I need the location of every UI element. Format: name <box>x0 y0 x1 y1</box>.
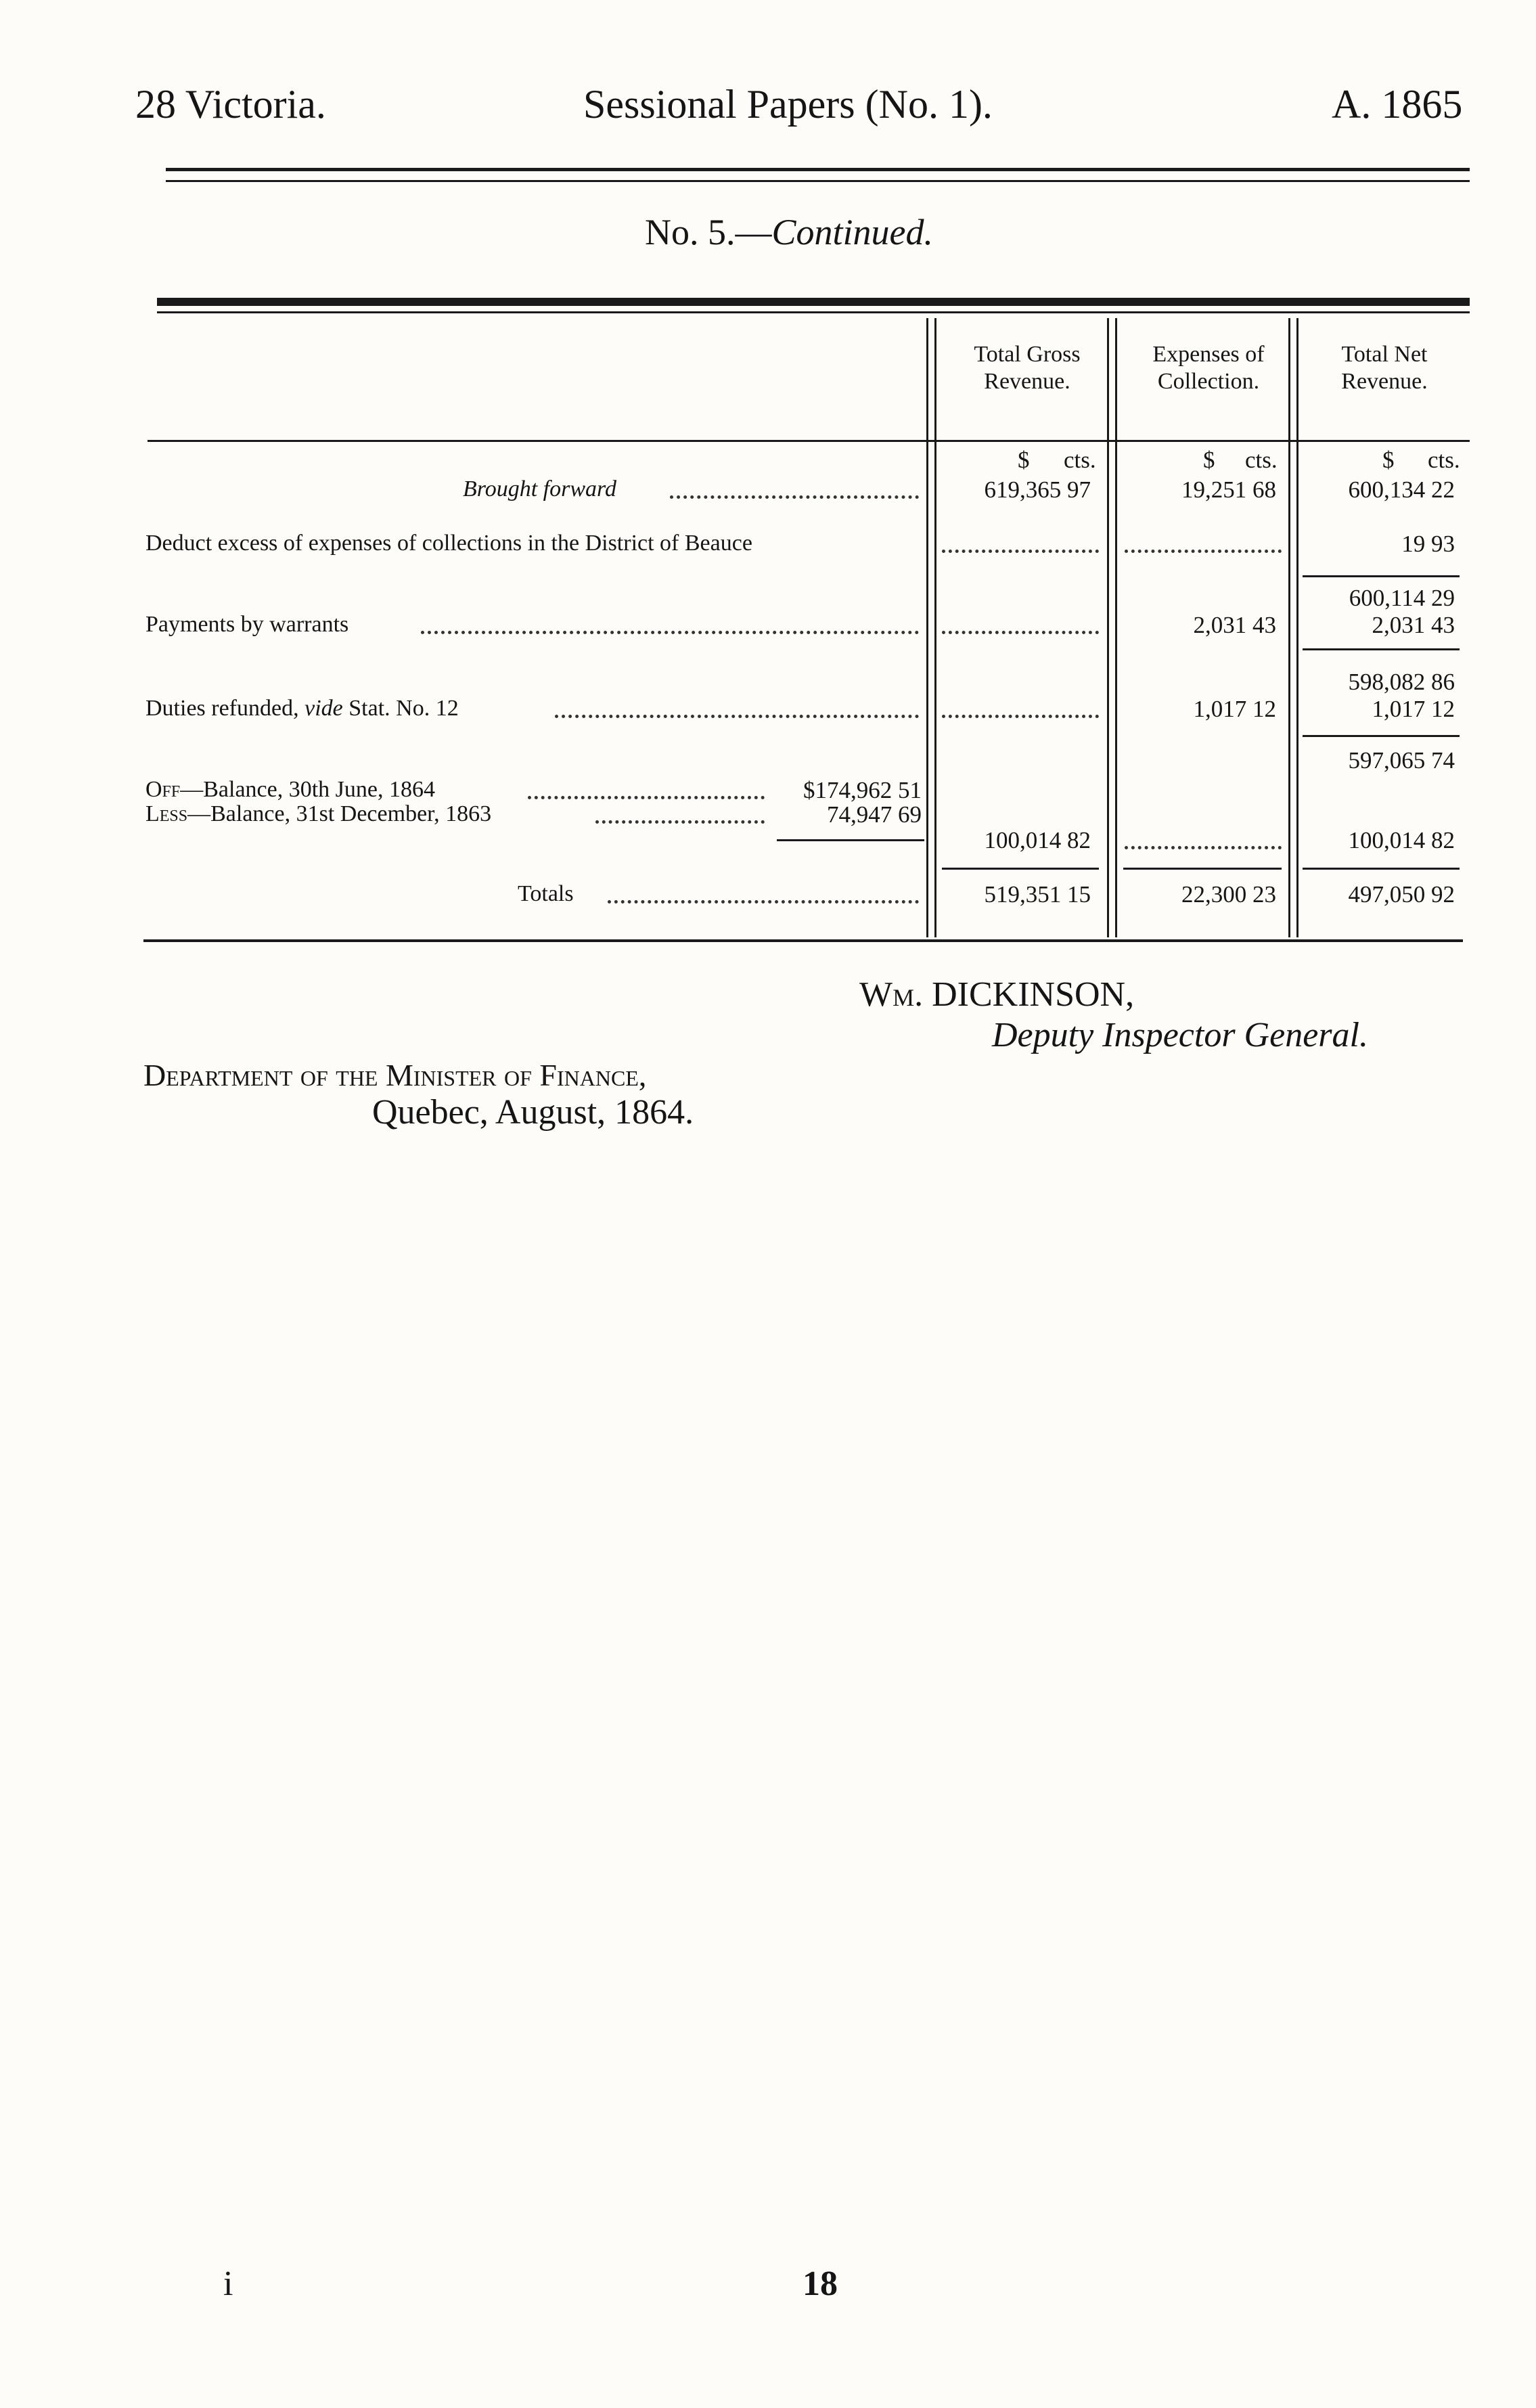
row-payments-net: 2,031 43 <box>1372 612 1455 638</box>
department-line: Department of the Minister of Finance, <box>143 1058 647 1092</box>
col-head-net-2: Revenue. <box>1341 369 1428 394</box>
unit-dollar-expenses: $ <box>1203 447 1215 473</box>
row-less-label <box>145 801 491 827</box>
row-payments-expenses: 2,031 43 <box>1193 612 1276 638</box>
section-number: No. 5.— <box>645 212 772 252</box>
row-off-text: —Balance, 30th June, 1864 <box>180 777 436 802</box>
header-rule-thin <box>166 180 1470 182</box>
row-brought-forward-gross: 619,365 97 <box>984 476 1091 503</box>
table-top-rule-thin <box>157 311 1470 313</box>
leader-dots <box>608 900 919 904</box>
unit-dollar-net: $ <box>1382 447 1395 473</box>
row-duties-label-vide: vide <box>304 696 343 721</box>
row-balance-net: 100,014 82 <box>1348 827 1455 853</box>
page-number: 18 <box>803 2265 838 2303</box>
row-deduct-excess-label: Deduct excess of expenses of collections in the District of Beauce <box>145 531 752 556</box>
leader-dots <box>1125 846 1282 849</box>
net-subtotal-rule <box>1303 575 1460 577</box>
table-top-rule-thick <box>157 298 1470 306</box>
row-duties-net: 1,017 12 <box>1372 696 1455 722</box>
unit-cents-gross: cts. <box>1064 447 1096 473</box>
row-totals-gross: 519,351 15 <box>984 881 1091 908</box>
row-brought-forward-net: 600,134 22 <box>1348 476 1455 503</box>
totals-rule-net <box>1303 868 1460 870</box>
row-balance-gross: 100,014 82 <box>984 827 1091 853</box>
row-deduct-excess-net: 19 93 <box>1401 531 1455 557</box>
unit-dollar-gross: $ <box>1018 447 1030 473</box>
row-duties-label-pre: Duties refunded, <box>145 696 299 721</box>
balance-rule <box>777 839 924 841</box>
leader-dots <box>555 715 919 718</box>
unit-cents-expenses: cts. <box>1245 447 1278 473</box>
header-right: A. 1865 <box>1332 82 1463 127</box>
leader-dots <box>942 550 1099 553</box>
col-sep-2b <box>1115 318 1117 937</box>
net-subtotal-rule <box>1303 648 1460 650</box>
row-brought-forward-label: Brought forward <box>463 476 617 501</box>
col-sep-1b <box>934 318 936 937</box>
header-rule-thick <box>166 168 1470 171</box>
col-sep-3b <box>1296 318 1298 937</box>
row-duties-net-subtotal: 598,082 86 <box>1348 669 1455 695</box>
row-off-prefix: Off <box>145 777 181 802</box>
signature-title: Deputy Inspector General. <box>992 1016 1368 1054</box>
table-bottom-rule <box>143 939 1463 942</box>
totals-rule-expenses <box>1123 868 1282 870</box>
signature-name-rest: . DICKINSON, <box>914 975 1135 1014</box>
row-totals-label: Totals <box>518 881 574 906</box>
col-head-gross-2: Revenue. <box>984 369 1070 394</box>
row-off-amount: $174,962 51 <box>803 777 922 803</box>
net-subtotal-rule <box>1303 735 1460 737</box>
row-duties-label-post: Stat. No. 12 <box>348 696 459 721</box>
col-head-expenses-2: Collection. <box>1157 369 1260 394</box>
col-sep-1a <box>926 318 928 937</box>
leader-dots <box>595 820 765 824</box>
signature-name-w: W <box>859 975 893 1014</box>
row-brought-forward-expenses: 19,251 68 <box>1181 476 1276 503</box>
header-left: 28 Victoria. <box>135 82 326 127</box>
leader-dots <box>528 796 765 799</box>
row-balance-net-subtotal: 597,065 74 <box>1348 747 1455 774</box>
row-duties-label <box>145 696 459 721</box>
row-totals-net: 497,050 92 <box>1348 881 1455 908</box>
unit-cents-net: cts. <box>1428 447 1460 473</box>
row-duties-expenses: 1,017 12 <box>1193 696 1276 722</box>
header-center: Sessional Papers (No. 1). <box>583 82 993 127</box>
section-continued: Continued. <box>771 212 933 252</box>
leader-dots <box>942 631 1099 634</box>
footer-left-mark: i <box>223 2265 233 2303</box>
row-less-prefix: Less <box>145 801 188 826</box>
row-less-text: —Balance, 31st December, 1863 <box>187 801 492 826</box>
row-totals-expenses: 22,300 23 <box>1181 881 1276 908</box>
col-head-net-1: Total Net <box>1341 342 1428 367</box>
leader-dots <box>670 495 919 499</box>
leader-dots <box>942 715 1099 718</box>
header-row-rule <box>148 440 1470 442</box>
col-head-gross-1: Total Gross <box>974 342 1081 367</box>
signature-name-m: m <box>893 975 915 1014</box>
leader-dots <box>1125 550 1282 553</box>
section-title <box>645 211 933 253</box>
leader-dots <box>421 631 919 634</box>
col-sep-3a <box>1288 318 1290 937</box>
row-off-label <box>145 777 435 803</box>
col-sep-2a <box>1107 318 1109 937</box>
row-payments-label: Payments by warrants <box>145 612 349 637</box>
col-head-expenses-1: Expenses of <box>1152 342 1265 367</box>
row-payments-net-subtotal: 600,114 29 <box>1349 585 1455 611</box>
signature-name <box>859 975 1134 1015</box>
totals-rule-gross <box>942 868 1099 870</box>
row-less-amount: 74,947 69 <box>827 801 922 828</box>
department-place-date: Quebec, August, 1864. <box>372 1093 694 1132</box>
